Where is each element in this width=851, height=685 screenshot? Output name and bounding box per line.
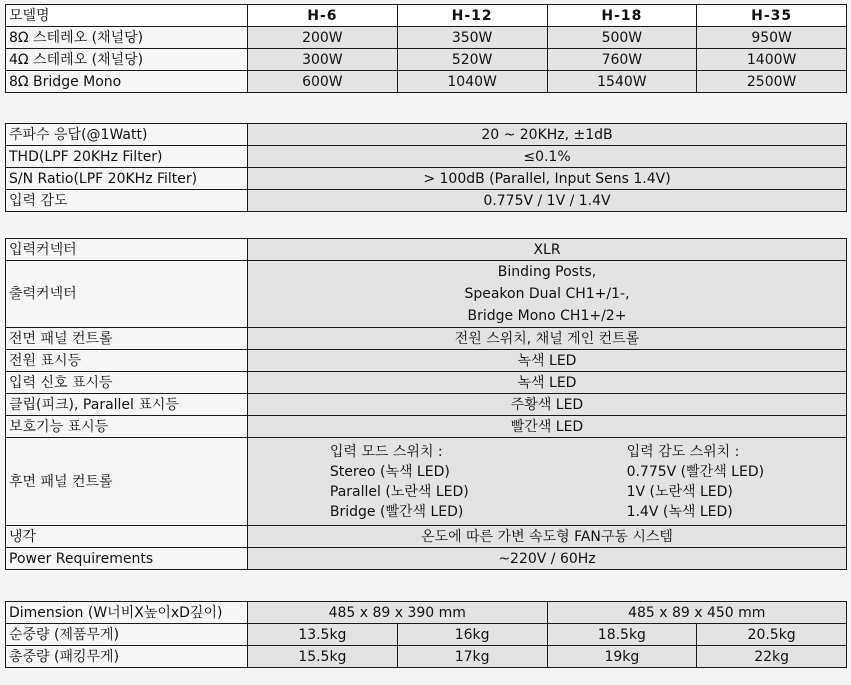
row-label: Dimension (W너비X높이xD깊이) (6, 602, 248, 624)
cell-value: 520W (397, 49, 547, 71)
row-label: 8Ω Bridge Mono (6, 71, 248, 93)
row-label: 총중량 (패킹무게) (6, 646, 248, 668)
model-name: H-6 (248, 5, 398, 27)
table-row (6, 548, 847, 570)
model-name: H-12 (397, 5, 547, 27)
output-line: Speakon Dual CH1+/1-, (464, 286, 630, 302)
cell-value: ≤0.1% (248, 146, 847, 168)
cell-value: 950W (697, 27, 847, 49)
cell-value: 19kg (547, 646, 697, 668)
row-label: 전면 패널 컨트롤 (6, 328, 248, 350)
row-label: THD(LPF 20KHz Filter) (6, 146, 248, 168)
mode-switch-line: 입력 모드 스위치 : (329, 443, 443, 460)
cell-value: 13.5kg (248, 624, 398, 646)
row-label: 전원 표시등 (6, 350, 248, 372)
table-row (6, 168, 847, 190)
row-label: S/N Ratio(LPF 20KHz Filter) (6, 168, 248, 190)
sens-switch-line: 입력 감도 스위치 : (626, 443, 740, 460)
cell-value: 18.5kg (547, 624, 697, 646)
row-label: 클립(피크), Parallel 표시등 (6, 394, 248, 416)
table-row (6, 624, 847, 646)
cell-value: 17kg (397, 646, 547, 668)
output-connector-value (248, 261, 847, 328)
mode-switch-line: Stereo (녹색 LED) (329, 463, 450, 480)
table-row (6, 438, 847, 526)
row-label: 입력 신호 표시등 (6, 372, 248, 394)
table-row (6, 190, 847, 212)
table-row (6, 124, 847, 146)
cell-value: 온도에 따른 가변 속도형 FAN구동 시스템 (248, 526, 847, 548)
sens-switch-list (627, 442, 764, 522)
cell-value: 300W (248, 49, 398, 71)
physical-table (5, 601, 847, 668)
table-row (6, 416, 847, 438)
cell-value: 760W (547, 49, 697, 71)
table-row (6, 328, 847, 350)
table-row (6, 350, 847, 372)
table-row (6, 646, 847, 668)
row-label: 보호기능 표시등 (6, 416, 248, 438)
row-label: 주파수 응답(@1Watt) (6, 124, 248, 146)
cell-value: 16kg (397, 624, 547, 646)
row-label: 냉각 (6, 526, 248, 548)
mode-switch-line: Bridge (빨간색 LED) (329, 503, 464, 520)
rear-panel-value (248, 438, 847, 526)
table-row (6, 394, 847, 416)
cell-value: 1540W (547, 71, 697, 93)
table-row (6, 602, 847, 624)
mode-switch-line: Parallel (노란색 LED) (329, 483, 469, 500)
cell-value: 600W (248, 71, 398, 93)
model-label: 모델명 (6, 5, 248, 27)
features-table (5, 238, 847, 570)
cell-value: 20.5kg (697, 624, 847, 646)
cell-value: 2500W (697, 71, 847, 93)
cell-value: 전원 스위치, 채널 게인 컨트롤 (248, 328, 847, 350)
cell-value: 녹색 LED (248, 350, 847, 372)
output-line: Binding Posts, (497, 264, 597, 280)
cell-value: XLR (248, 239, 847, 261)
row-label: 출력커넥터 (6, 261, 248, 328)
cell-value: 빨간색 LED (248, 416, 847, 438)
cell-value: 485 x 89 x 450 mm (547, 602, 847, 624)
table-row (6, 71, 847, 93)
cell-value: 500W (547, 27, 697, 49)
row-label: 4Ω 스테레오 (채널당) (6, 49, 248, 71)
table-row (6, 372, 847, 394)
cell-value: > 100dB (Parallel, Input Sens 1.4V) (248, 168, 847, 190)
performance-table (5, 123, 847, 212)
table-row (6, 5, 847, 27)
cell-value: 22kg (697, 646, 847, 668)
table-row (6, 526, 847, 548)
cell-value: 0.775V / 1V / 1.4V (248, 190, 847, 212)
cell-value: 1040W (397, 71, 547, 93)
model-name: H-18 (547, 5, 697, 27)
row-label: 입력커넥터 (6, 239, 248, 261)
sens-switch-line: 0.775V (빨간색 LED) (626, 463, 765, 480)
row-label: 순중량 (제품무게) (6, 624, 248, 646)
mode-switch-list (330, 442, 469, 522)
cell-value: ~220V / 60Hz (248, 548, 847, 570)
row-label: 후면 패널 컨트롤 (6, 438, 248, 526)
cell-value: 350W (397, 27, 547, 49)
model-power-table (5, 4, 847, 93)
table-row (6, 146, 847, 168)
cell-value: 녹색 LED (248, 372, 847, 394)
cell-value: 20 ~ 20KHz, ±1dB (248, 124, 847, 146)
model-name: H-35 (697, 5, 847, 27)
table-row (6, 49, 847, 71)
cell-value: 200W (248, 27, 398, 49)
table-row (6, 27, 847, 49)
cell-value: 15.5kg (248, 646, 398, 668)
row-label: Power Requirements (6, 548, 248, 570)
cell-value: 1400W (697, 49, 847, 71)
table-row (6, 239, 847, 261)
row-label: 8Ω 스테레오 (채널당) (6, 27, 248, 49)
cell-value: 485 x 89 x 390 mm (248, 602, 548, 624)
sens-switch-line: 1V (노란색 LED) (626, 483, 733, 500)
cell-value: 주황색 LED (248, 394, 847, 416)
output-line: Bridge Mono CH1+/2+ (467, 308, 627, 324)
table-row (6, 261, 847, 328)
sens-switch-line: 1.4V (녹색 LED) (626, 503, 733, 520)
row-label: 입력 감도 (6, 190, 248, 212)
